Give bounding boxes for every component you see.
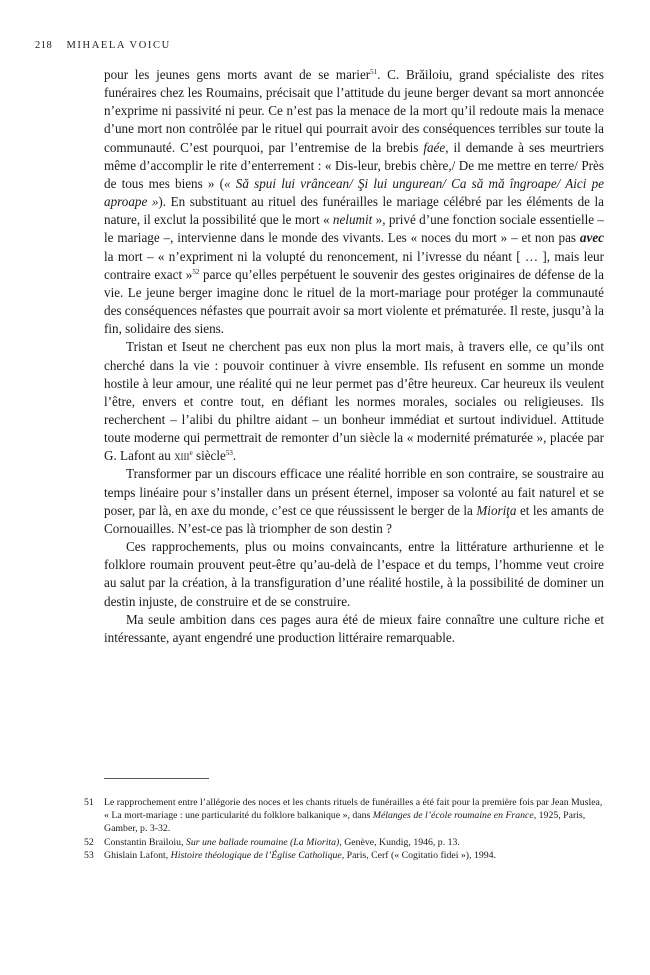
footnote-text <box>104 850 496 861</box>
paragraph <box>104 338 604 465</box>
footnotes <box>84 796 604 862</box>
text-run: », privé d’une fonction sociale essentielle – le mariage –, intervienne dans le monde des vivants. Les « noces du mort » – et non pas <box>104 212 604 246</box>
text-run: la mort – « n’expriment ni la volupté du renoncement, ni l’ivresse du néant [ … ], mais leur contraire exact » <box>104 248 604 282</box>
text-run: Ma seule ambition dans ces pages aura été de mieux faire connaître une culture riche et intéressante, ayant engendré une production littéraire remarquable. <box>104 611 604 645</box>
superscript: e <box>189 449 193 458</box>
page-number: 218 <box>35 40 53 51</box>
superscript: 53 <box>225 449 233 458</box>
text-run: xiii <box>174 448 190 464</box>
text-run: . <box>232 448 237 464</box>
text-run: Ghislain Lafont, <box>104 849 171 861</box>
footnote-number: 53 <box>84 849 94 861</box>
superscript: 52 <box>192 267 200 276</box>
superscript: 51 <box>370 68 378 76</box>
text-run: siècle <box>192 448 226 464</box>
footnote-number: 52 <box>84 836 94 848</box>
text-run: et les amants de Cornouailles. N’est-ce pas là triompher de son destin ? <box>104 502 604 536</box>
footnote-text <box>104 797 602 834</box>
footnote-divider <box>104 778 209 779</box>
text-run: Mioriţa <box>476 502 517 518</box>
text-run: parce qu’elles perpétuent le souvenir des gestes originaires de défense de la vie. Le jeune berger imagine donc le rituel de la mort-mariage pour protéger la communauté des conséquences néfastes que pourrait avoir sa mort violente et prématurée. Il reste, jusqu’à la fin, solidaire des siens. <box>104 266 604 337</box>
text-run: Le rapprochement entre l’allégorie des noces et les chants rituels de funérailles a été fait pour la première fois par Jean Muslea, « La mort-mariage : une particularité du folklore balkanique », dans <box>104 797 603 822</box>
text-run: pour les jeunes gens morts avant de se marier <box>104 67 371 82</box>
text-run: , 1925, Paris, Gamber, p. 3-32. <box>104 810 586 835</box>
text-run: . C. Brăiloiu, grand spécialiste des rites funéraires chez les Roumains, précisait que l’attitude du jeune berger devant sa mort annoncée n’exprime ni passivité ni peur. Ce n’est pas la menace de la mort qu’il redoute mais la menace d’une mort non contrôlée par le rituel qui pourrait avoir des conséquences terribles sur toute la communauté. C’est pourquoi, par l’entremise de la brebis <box>104 67 604 155</box>
text-run: Tristan et Iseut ne cherchent pas eux non plus la mort mais, à travers elle, ce qu’ils ont cherché dans la vie : pouvoir continuer à vivre ensemble. Ils refusent en somme un monde hostile à leur amour, une réalité qui ne leur permet pas d’être heureux. Car heureux ils veulent l’être, envers et contre tout, en défiant les normes morales, sociales ou religieuses. Ils recherchent – l’alibi du philtre aidant – un bonheur immédiat et surtout individuel. Attitude toute moderne qui permettrait de remonter d’un siècle la « modernité prématurée », placée par G. Lafont au <box>104 339 604 464</box>
text-run: nelumit <box>332 212 373 228</box>
text-run: Histoire théologique de l’Église Catholique <box>170 849 342 861</box>
text-run: « Să spui lui vrâncean/ Şi lui ungurean/ Ca să mă îngroape/ Aici pe aproape » <box>104 175 604 210</box>
paragraph <box>104 538 604 611</box>
text-run: , il demande à ses meurtriers même d’accomplir le rite d’enterrement : « Dis-leur, brebis chère,/ De me mettre en terre/ Près de tous mes biens » ( <box>104 139 605 191</box>
paragraph <box>104 465 604 538</box>
text-run: , Genève, Kundig, 1946, p. 13. <box>339 836 460 848</box>
text-run: faée <box>423 139 446 155</box>
author-name: MIHAELA VOICU <box>66 40 171 51</box>
footnote <box>84 796 604 836</box>
running-head <box>35 40 171 51</box>
footnote-number: 51 <box>84 797 94 808</box>
text-run: Sur une ballade roumaine (La Miorita) <box>185 836 340 848</box>
text-run: avec <box>579 230 604 246</box>
text-run: ). En substituant au rituel des funérailles le mariage célébré par les éléments de la nature, il exclut la possibilité que le mort « <box>104 194 604 228</box>
body-text <box>104 66 604 647</box>
paragraph <box>104 611 604 647</box>
paragraph <box>104 66 604 338</box>
footnote <box>84 836 604 849</box>
text-run: Mélanges de l’école roumaine en France <box>372 810 534 822</box>
text-run: Transformer par un discours efficace une réalité horrible en son contraire, se soustraire au temps linéaire pour s’installer dans un présent éternel, imposer sa volonté au fait naturel et se poser, par là, en axe du monde, c’est ce que réussissent le berger de la <box>104 466 604 518</box>
footnote-text <box>104 837 460 848</box>
text-run: Constantin Brailoiu, <box>104 836 186 848</box>
text-run: Ces rapprochements, plus ou moins convaincants, entre la littérature arthurienne et le folklore roumain prouvent peut-être qu’au-delà de l’espace et du temps, l’homme veut croire au salut par la création, à la transfiguration d’une réalité hostile, à la possibilité de dominer un destin injuste, de construire et de se construire. <box>104 539 604 609</box>
text-run: , Paris, Cerf (« Cogitatio fidei »), 1994. <box>341 849 497 861</box>
footnote <box>84 849 604 862</box>
